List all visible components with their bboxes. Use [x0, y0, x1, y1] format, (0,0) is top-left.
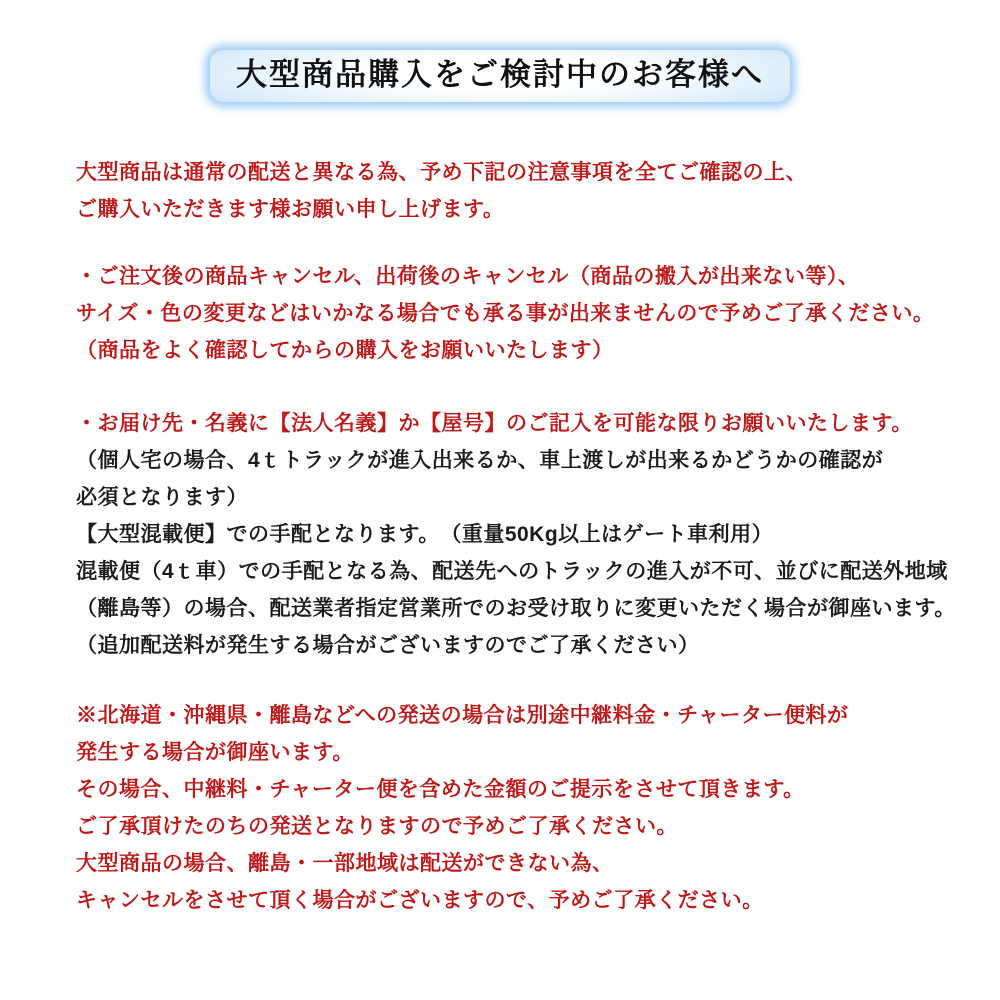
notice-line: キャンセルをさせて頂く場合がございますので、予めご了承ください。 [76, 889, 764, 912]
notice-line: （商品をよく確認してからの購入をお願いいたします） [76, 339, 614, 362]
notice-line: 大型商品の場合、離島・一部地域は配送ができない為、 [76, 852, 614, 875]
notice-line: 【大型混載便】での手配となります。 （重量50Kg以上はゲート車利用） [76, 523, 774, 546]
paragraph-cancel-policy [0, 258, 1000, 369]
notice-line: その場合、中継料・チャーター便を含めた金額のご提示をさせて頂きます。 [76, 778, 805, 801]
paragraph-intro [0, 154, 1000, 228]
notice-line: 大型商品は通常の配送と異なる為、予め下記の注意事項を全てご確認の上、 [76, 161, 807, 184]
notice-line: （個人宅の場合、4ｔトラックが進入出来るか、車上渡しが出来るかどうかの確認が [76, 449, 884, 472]
notice-line: （離島等）の場合、配送業者指定営業所でのお受け取りに変更いただく場合が御座います。 [76, 597, 956, 620]
notice-line: ご了承頂けたのちの発送となりますので予めご了承ください。 [76, 815, 678, 838]
notice-line: 発生する場合が御座います。 [76, 741, 354, 764]
page-title: 大型商品購入をご検討中のお客様へ [210, 50, 790, 102]
notice-line: ・ご注文後の商品キャンセル、出荷後のキャンセル（商品の搬入が出来ない等）、 [76, 265, 860, 288]
paragraph-remote-islands [0, 697, 1000, 919]
notice-line: ※北海道・沖縄県・離島などへの発送の場合は別途中継料金・チャーター便料が [76, 704, 849, 727]
notice-line: ご購入いただきます様お願い申し上げます。 [76, 198, 505, 221]
banner-container [0, 0, 1000, 102]
notice-line: （追加配送料が発生する場合がございますのでご了承ください） [76, 634, 700, 657]
notice-line: 必須となります） [76, 486, 248, 509]
notice-line: ・お届け先・名義に【法人名義】か【屋号】のご記入を可能な限りお願いいたします。 [76, 412, 913, 435]
paragraph-recipient-delivery [0, 405, 1000, 664]
notice-line: サイズ・色の変更などはいかなる場合でも承る事が出来ませんので予めご了承ください。 [76, 302, 935, 325]
notice-line: 混載便（4ｔ車）での手配となる為、配送先へのトラックの進入が不可、並びに配送外地域 [76, 560, 948, 583]
